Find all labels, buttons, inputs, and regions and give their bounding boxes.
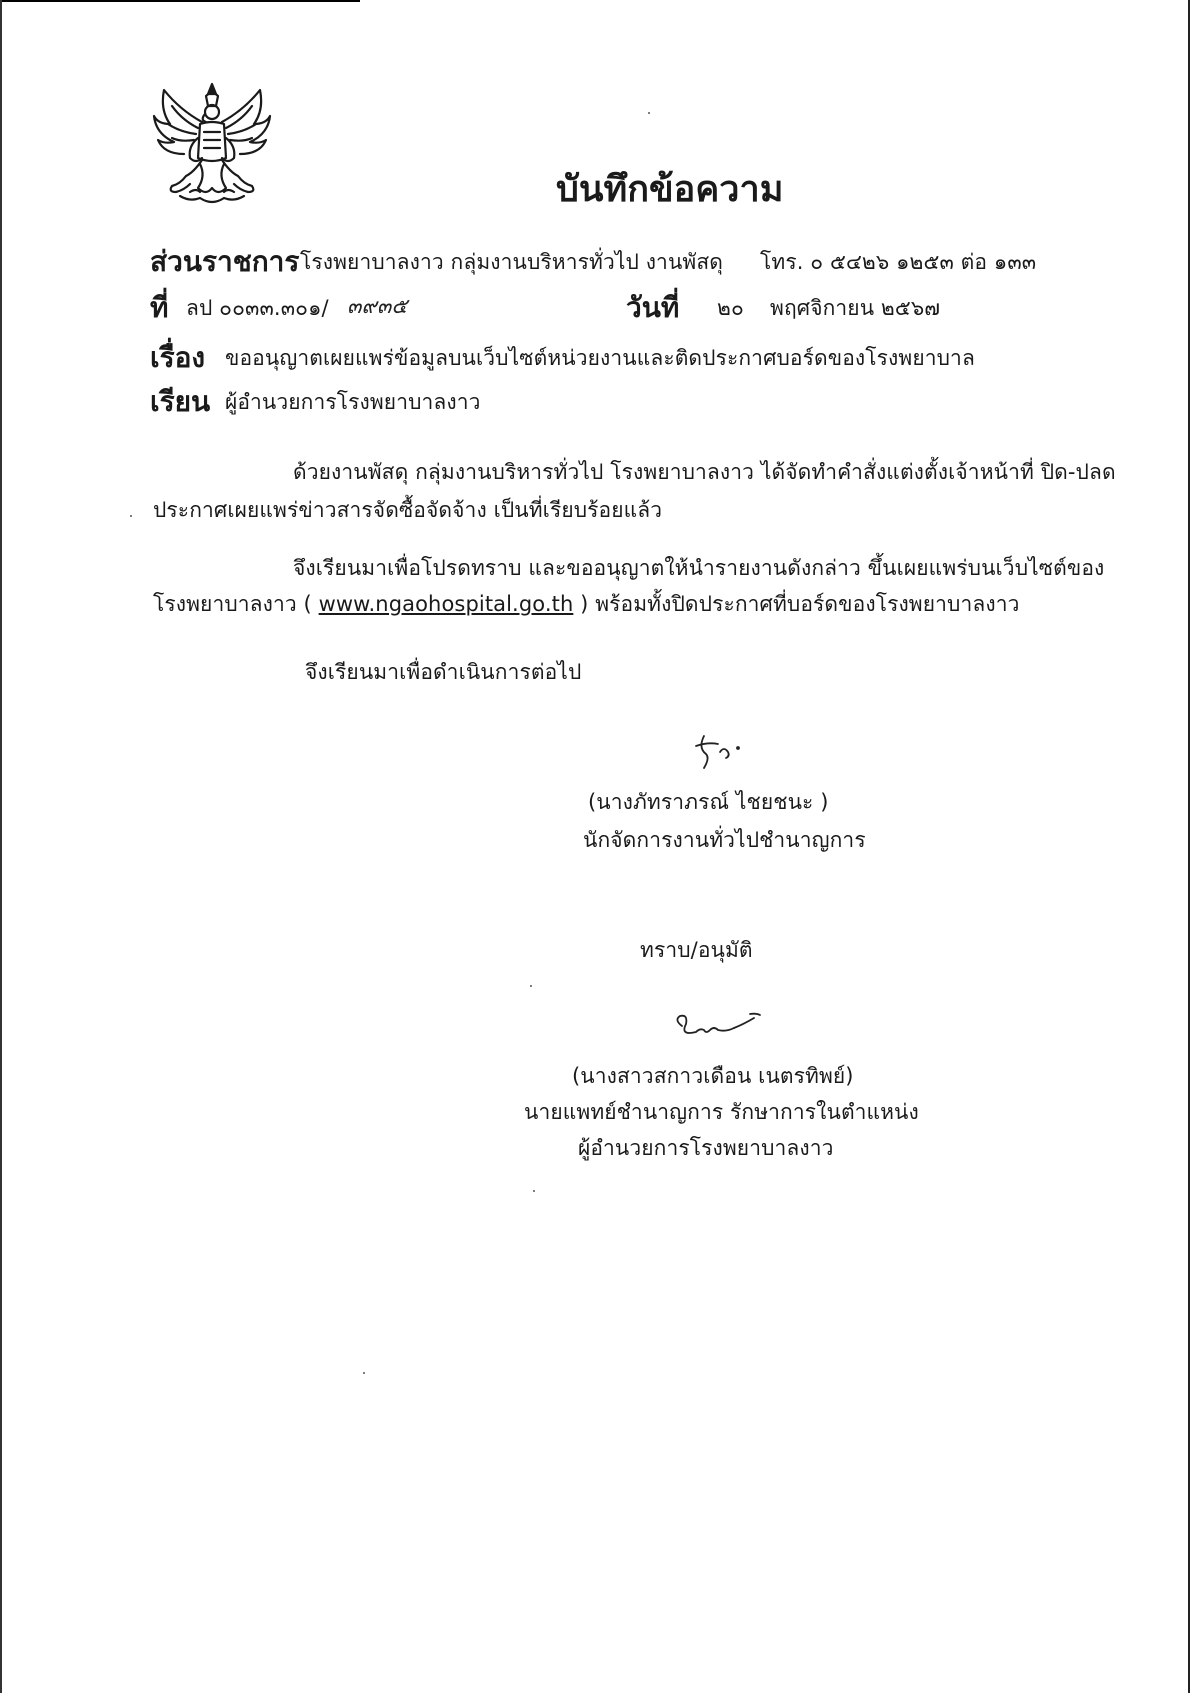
memo-title: บันทึกข้อความ bbox=[556, 169, 784, 210]
phone-number: โทร. ๐ ๕๔๒๖ ๑๒๕๓ ต่อ ๑๓๓ bbox=[760, 250, 1037, 274]
approver-signature bbox=[670, 1008, 765, 1044]
reference-label: ที่ bbox=[150, 291, 169, 324]
paragraph-2-line-1: จึงเรียนมาเพื่อโปรดทราบ และขออนุญาตให้นำรายงานดังกล่าว ขึ้นเผยแพร่บนเว็บไซต์ของ bbox=[293, 556, 1105, 580]
approver-position-line-1: นายแพทย์ชำนาญการ รักษาการในตำแหน่ง bbox=[524, 1100, 919, 1124]
scan-speck bbox=[648, 112, 650, 114]
paragraph-3: จึงเรียนมาเพื่อดำเนินการต่อไป bbox=[305, 660, 582, 684]
scan-edge-line bbox=[0, 0, 2, 1693]
date-day: ๒๐ bbox=[717, 296, 744, 320]
reference-number: ลป ๐๐๓๓.๓๐๑/ bbox=[186, 296, 329, 320]
to-value: ผู้อำนวยการโรงพยาบาลงาว bbox=[225, 390, 481, 414]
approver-position-line-2: ผู้อำนวยการโรงพยาบาลงาว bbox=[578, 1136, 834, 1160]
paragraph-1-line-2: ประกาศเผยแพร่ข่าวสารจัดซื้อจัดจ้าง เป็นที่เรียบร้อยแล้ว bbox=[153, 498, 663, 522]
signer-signature bbox=[690, 728, 750, 773]
website-link[interactable]: www.ngaohospital.go.th bbox=[318, 592, 574, 616]
paragraph-1-line-1: ด้วยงานพัสดุ กลุ่มงานบริหารทั่วไป โรงพยาบาลงาว ได้จัดทำคำสั่งแต่งตั้งเจ้าหน้าที่ ปิด-ปลด bbox=[293, 460, 1116, 484]
garuda-emblem-icon bbox=[150, 80, 275, 208]
scan-speck bbox=[530, 985, 532, 987]
paragraph-2-prefix: โรงพยาบาลงาว ( bbox=[153, 592, 319, 616]
signer-name: (นางภัทราภรณ์ ไชยชนะ ) bbox=[588, 790, 829, 814]
paragraph-2-line-2 bbox=[153, 588, 1019, 621]
scan-edge-line bbox=[0, 0, 360, 2]
department-label: ส่วนราชการ bbox=[150, 245, 300, 278]
scan-speck bbox=[363, 1372, 365, 1374]
date-month-year: พฤศจิกายน ๒๕๖๗ bbox=[770, 296, 941, 320]
scan-speck bbox=[130, 515, 132, 517]
reference-handwritten-number: ๓๙๓๕ bbox=[347, 294, 408, 318]
subject-value: ขออนุญาตเผยแพร่ข้อมูลบนเว็บไซต์หน่วยงานและติดประกาศบอร์ดของโรงพยาบาล bbox=[225, 346, 975, 370]
department-value: โรงพยาบาลงาว กลุ่มงานบริหารทั่วไป งานพัสดุ bbox=[300, 250, 724, 274]
subject-label: เรื่อง bbox=[150, 341, 206, 374]
date-label: วันที่ bbox=[626, 291, 680, 324]
approver-name: (นางสาวสกาวเดือน เนตรทิพย์) bbox=[572, 1064, 854, 1088]
paragraph-2-suffix: ) พร้อมทั้งปิดประกาศที่บอร์ดของโรงพยาบาลงาว bbox=[573, 592, 1020, 616]
approval-text: ทราบ/อนุมัติ bbox=[640, 938, 753, 962]
to-label: เรียน bbox=[150, 385, 211, 418]
signer-position: นักจัดการงานทั่วไปชำนาญการ bbox=[583, 828, 866, 852]
scan-speck bbox=[533, 1190, 535, 1192]
